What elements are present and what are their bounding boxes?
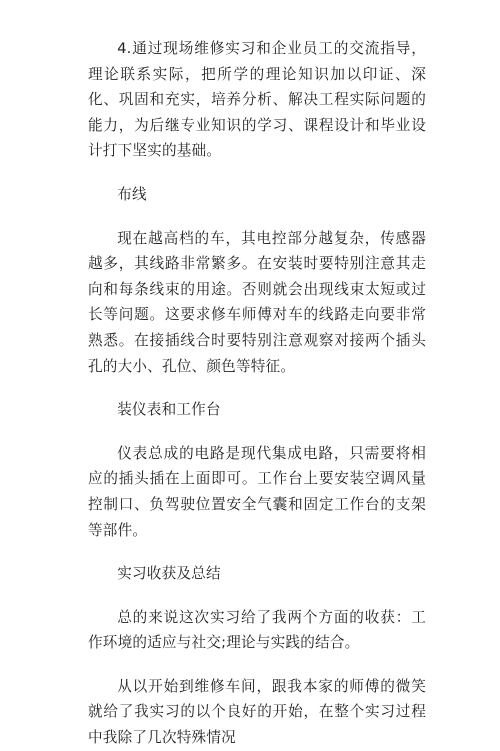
paragraph-experience: 从以开始到维修车间，跟我本家的师傅的微笑就给了我实习的以个良好的开始，在整个实习过程中我除了几次特殊情况 [88, 677, 426, 747]
heading-wiring: 布线 [117, 185, 147, 203]
heading-summary: 实习收获及总结 [117, 565, 221, 583]
paragraph-summary: 总的来说这次实习给了我两个方面的收获：工作环境的适应与社交;理论与实践的结合。 [88, 608, 426, 652]
paragraph-learning-goal: 4.通过现场维修实习和企业员工的交流指导，理论联系实际，把所学的理论知识加以印证、深化、巩固和充实，培养分析、解决工程实际问题的能力，为后继专业知识的学习、课程设计和毕业设计打下坚实的基础。 [88, 40, 426, 160]
paragraph-instrument-panel: 仪表总成的电路是现代集成电路，只需要将相应的插头插在上面即可。工作台上要安装空调风量控制口、负驾驶位置安全气囊和固定工作台的支架等部件。 [88, 444, 426, 539]
paragraph-wiring: 现在越高档的车，其电控部分越复杂，传感器越多，其线路非常繁多。在安装时要特别注意其走向和每条线束的用途。否则就会出现线束太短或过长等问题。这要求修车师傅对车的线路走向要非常熟悉。在接插线合时要特别注意观察对接两个插头孔的大小、孔位、颜色等特征。 [88, 229, 426, 375]
heading-instrument-panel: 装仪表和工作台 [117, 401, 221, 419]
